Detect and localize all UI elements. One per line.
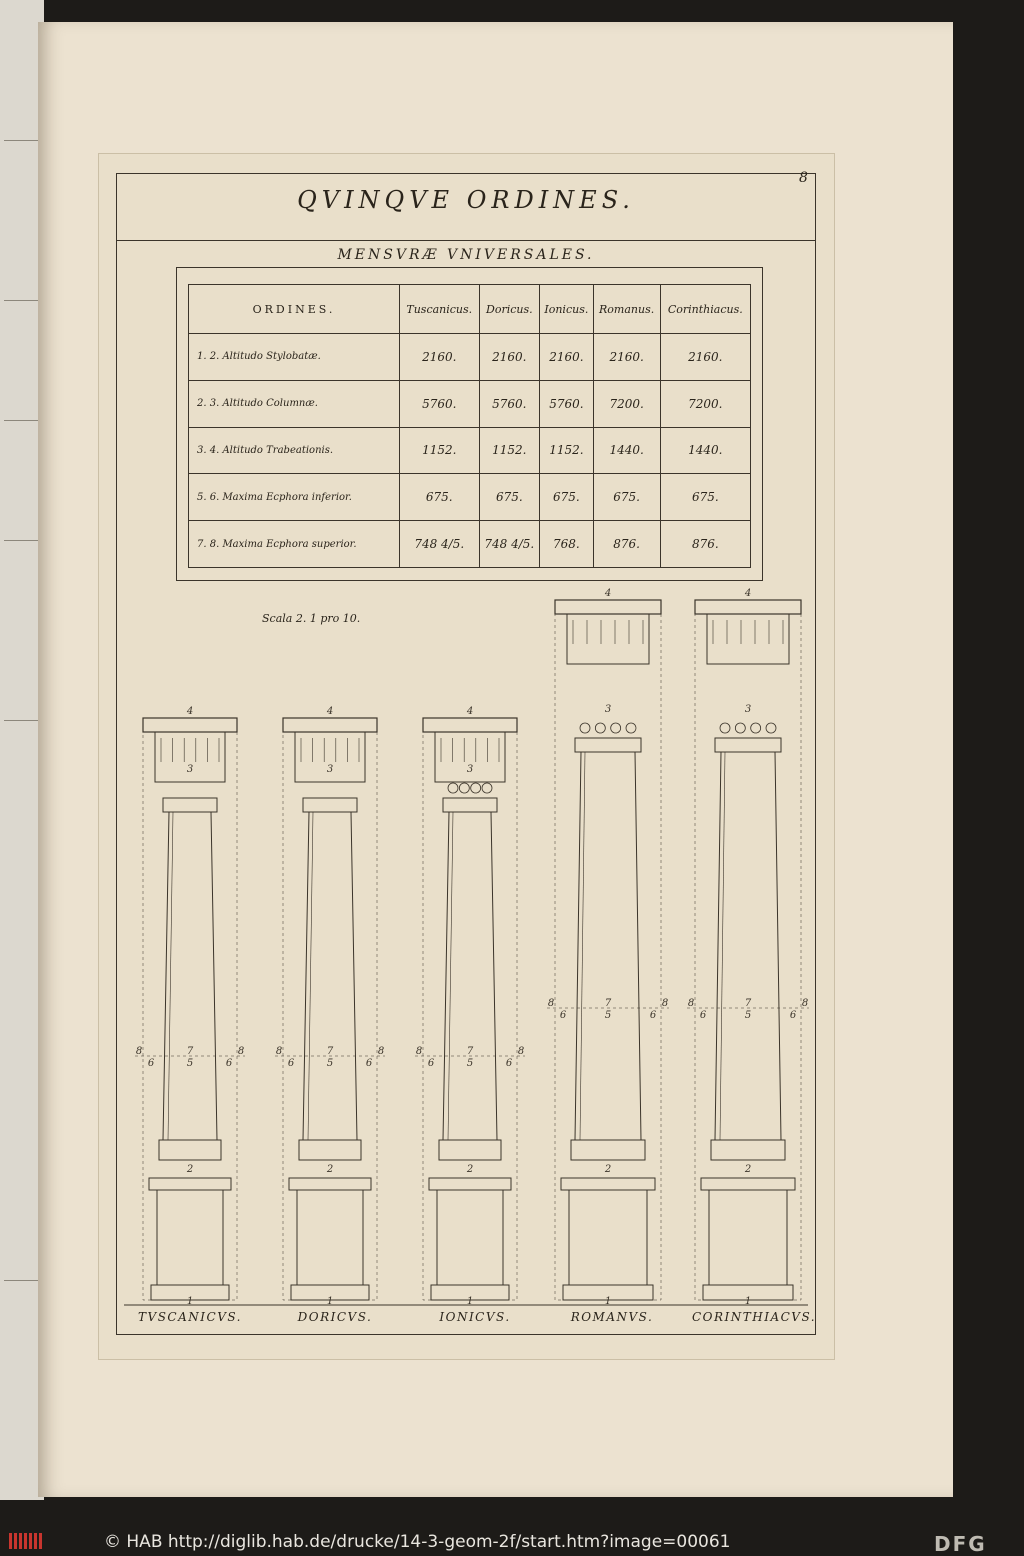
- entablature-cornice: [423, 718, 517, 732]
- measure-numeral: 5: [604, 1010, 612, 1021]
- measure-numeral: 2: [604, 1164, 612, 1175]
- measure-numeral: 2: [186, 1164, 194, 1175]
- header-ionicus: Ionicus.: [540, 285, 594, 334]
- measure-numeral: 7: [326, 1046, 334, 1057]
- entablature-frieze: [567, 614, 649, 664]
- capital-volute: [580, 723, 590, 733]
- row-label: 2. 3. Altitudo Columnæ.: [189, 380, 400, 427]
- measure-numeral: 8: [687, 998, 695, 1009]
- pedestal-die: [569, 1190, 647, 1285]
- cell-value: 675.: [660, 474, 750, 521]
- column-label-romanus: ROMANVS.: [570, 1310, 654, 1324]
- measure-numeral: 4: [744, 588, 752, 599]
- measure-numeral: 8: [661, 998, 669, 1009]
- cell-value: 7200.: [660, 380, 750, 427]
- measure-numeral: 2: [744, 1164, 752, 1175]
- cell-value: 2160.: [479, 334, 540, 381]
- header-tuscanicus: Tuscanicus.: [400, 285, 480, 334]
- column-label-tuscanicus: TVSCANICVS.: [138, 1310, 242, 1324]
- measure-numeral: 6: [225, 1058, 233, 1069]
- plate-title: QVINQVE ORDINES.: [297, 186, 635, 214]
- column-shaft: [303, 812, 357, 1140]
- shaft-shading: [720, 752, 725, 1140]
- capital-volute: [720, 723, 730, 733]
- column-capital: [443, 798, 497, 812]
- measure-numeral: 8: [517, 1046, 525, 1057]
- measure-numeral: 1: [186, 1296, 194, 1307]
- cell-value: 768.: [540, 521, 594, 568]
- measure-numeral: 3: [466, 764, 474, 775]
- measure-numeral: 2: [326, 1164, 334, 1175]
- measure-numeral: 4: [186, 706, 194, 717]
- measure-numeral: 4: [326, 706, 334, 717]
- measure-numeral: 6: [789, 1010, 797, 1021]
- column-base: [439, 1140, 501, 1160]
- cell-value: 1440.: [593, 427, 660, 474]
- measure-numeral: 8: [415, 1046, 423, 1057]
- header-doricus: Doricus.: [479, 285, 540, 334]
- capital-volute: [735, 723, 745, 733]
- pedestal-cornice: [289, 1178, 371, 1190]
- shaft-shading: [580, 752, 585, 1140]
- cell-value: 5760.: [540, 380, 594, 427]
- column-shaft: [715, 752, 781, 1140]
- pedestal-cornice: [149, 1178, 231, 1190]
- column-label-ionicus: IONICVS.: [439, 1310, 511, 1324]
- measure-numeral: 1: [326, 1296, 334, 1307]
- measure-numeral: 3: [744, 704, 752, 715]
- measure-numeral: 3: [604, 704, 612, 715]
- footer-copyright-link[interactable]: © HAB http://diglib.hab.de/drucke/14-3-geom-2f/start.htm?image=00061: [104, 1532, 731, 1552]
- column-label-corinthiacus: CORINTHIACVS.: [691, 1310, 817, 1324]
- measure-numeral: 7: [186, 1046, 194, 1057]
- column-base: [571, 1140, 645, 1160]
- header-ordines: ORDINES.: [189, 285, 400, 334]
- cell-value: 675.: [593, 474, 660, 521]
- measure-numeral: 8: [237, 1046, 245, 1057]
- cell-value: 876.: [660, 521, 750, 568]
- row-label: 7. 8. Maxima Ecphora superior.: [189, 521, 400, 568]
- shaft-shading: [448, 812, 453, 1140]
- capital-volute: [448, 783, 458, 793]
- header-corinthiacus: Corinthiacus.: [660, 285, 750, 334]
- cell-value: 1152.: [400, 427, 480, 474]
- cell-value: 7200.: [593, 380, 660, 427]
- cell-value: 5760.: [400, 380, 480, 427]
- cell-value: 1440.: [660, 427, 750, 474]
- cell-value: 2160.: [660, 334, 750, 381]
- cell-value: 675.: [540, 474, 594, 521]
- shaft-shading: [168, 812, 173, 1140]
- capital-volute: [459, 783, 469, 793]
- measure-numeral: 8: [547, 998, 555, 1009]
- measure-numeral: 5: [186, 1058, 194, 1069]
- measure-numeral: 4: [604, 588, 612, 599]
- capital-volute: [766, 723, 776, 733]
- measure-numeral: 3: [186, 764, 194, 775]
- measure-numeral: 8: [801, 998, 809, 1009]
- entablature-cornice: [695, 600, 801, 614]
- measure-numeral: 6: [699, 1010, 707, 1021]
- pedestal-die: [157, 1190, 223, 1285]
- column-shaft: [163, 812, 217, 1140]
- plate-number: 8: [799, 170, 808, 186]
- capital-volute: [482, 783, 492, 793]
- column-capital: [715, 738, 781, 752]
- column-label-doricus: DORICVS.: [297, 1310, 373, 1324]
- measure-numeral: 2: [466, 1164, 474, 1175]
- measure-numeral: 6: [287, 1058, 295, 1069]
- column-capital: [163, 798, 217, 812]
- cell-value: 2160.: [540, 334, 594, 381]
- column-shaft: [575, 752, 641, 1140]
- capital-volute: [751, 723, 761, 733]
- entablature-cornice: [555, 600, 661, 614]
- measure-numeral: 6: [505, 1058, 513, 1069]
- entablature-cornice: [283, 718, 377, 732]
- pedestal-cornice: [429, 1178, 511, 1190]
- pedestal-die: [437, 1190, 503, 1285]
- column-base: [299, 1140, 361, 1160]
- measure-numeral: 4: [466, 706, 474, 717]
- measure-numeral: 6: [365, 1058, 373, 1069]
- measure-numeral: 5: [326, 1058, 334, 1069]
- measure-numeral: 5: [466, 1058, 474, 1069]
- cell-value: 1152.: [479, 427, 540, 474]
- pedestal-cornice: [701, 1178, 795, 1190]
- table-subtitle: MENSVRÆ VNIVERSALES.: [337, 247, 595, 263]
- pedestal-cornice: [561, 1178, 655, 1190]
- row-label: 3. 4. Altitudo Trabeationis.: [189, 427, 400, 474]
- cell-value: 2160.: [593, 334, 660, 381]
- cell-value: 1152.: [540, 427, 594, 474]
- measure-numeral: 3: [326, 764, 334, 775]
- capital-volute: [471, 783, 481, 793]
- measure-numeral: 6: [147, 1058, 155, 1069]
- measure-numeral: 7: [744, 998, 752, 1009]
- column-shaft: [443, 812, 497, 1140]
- cell-value: 748 4/5.: [400, 521, 480, 568]
- measure-numeral: 6: [427, 1058, 435, 1069]
- measure-numeral: 1: [604, 1296, 612, 1307]
- column-base: [711, 1140, 785, 1160]
- measure-numeral: 6: [559, 1010, 567, 1021]
- dfg-logo: DFG: [934, 1532, 987, 1556]
- cell-value: 5760.: [479, 380, 540, 427]
- header-romanus: Romanus.: [593, 285, 660, 334]
- row-label: 5. 6. Maxima Ecphora inferior.: [189, 474, 400, 521]
- measure-numeral: 5: [744, 1010, 752, 1021]
- cell-value: 876.: [593, 521, 660, 568]
- pedestal-die: [709, 1190, 787, 1285]
- measure-numeral: 1: [744, 1296, 752, 1307]
- capital-volute: [595, 723, 605, 733]
- column-base: [159, 1140, 221, 1160]
- measure-numeral: 8: [377, 1046, 385, 1057]
- shaft-shading: [308, 812, 313, 1140]
- cell-value: 675.: [400, 474, 480, 521]
- cell-value: 748 4/5.: [479, 521, 540, 568]
- column-capital: [575, 738, 641, 752]
- cell-value: 675.: [479, 474, 540, 521]
- measure-numeral: 8: [275, 1046, 283, 1057]
- entablature-cornice: [143, 718, 237, 732]
- measure-numeral: 8: [135, 1046, 143, 1057]
- hab-logo-icon: [8, 1532, 44, 1550]
- pedestal-die: [297, 1190, 363, 1285]
- cell-value: 2160.: [400, 334, 480, 381]
- measure-numeral: 1: [466, 1296, 474, 1307]
- entablature-frieze: [707, 614, 789, 664]
- scale-note: Scala 2. 1 pro 10.: [262, 612, 361, 625]
- column-capital: [303, 798, 357, 812]
- row-label: 1. 2. Altitudo Stylobatæ.: [189, 334, 400, 381]
- measure-numeral: 7: [604, 998, 612, 1009]
- measure-numeral: 6: [649, 1010, 657, 1021]
- capital-volute: [611, 723, 621, 733]
- capital-volute: [626, 723, 636, 733]
- measure-numeral: 7: [466, 1046, 474, 1057]
